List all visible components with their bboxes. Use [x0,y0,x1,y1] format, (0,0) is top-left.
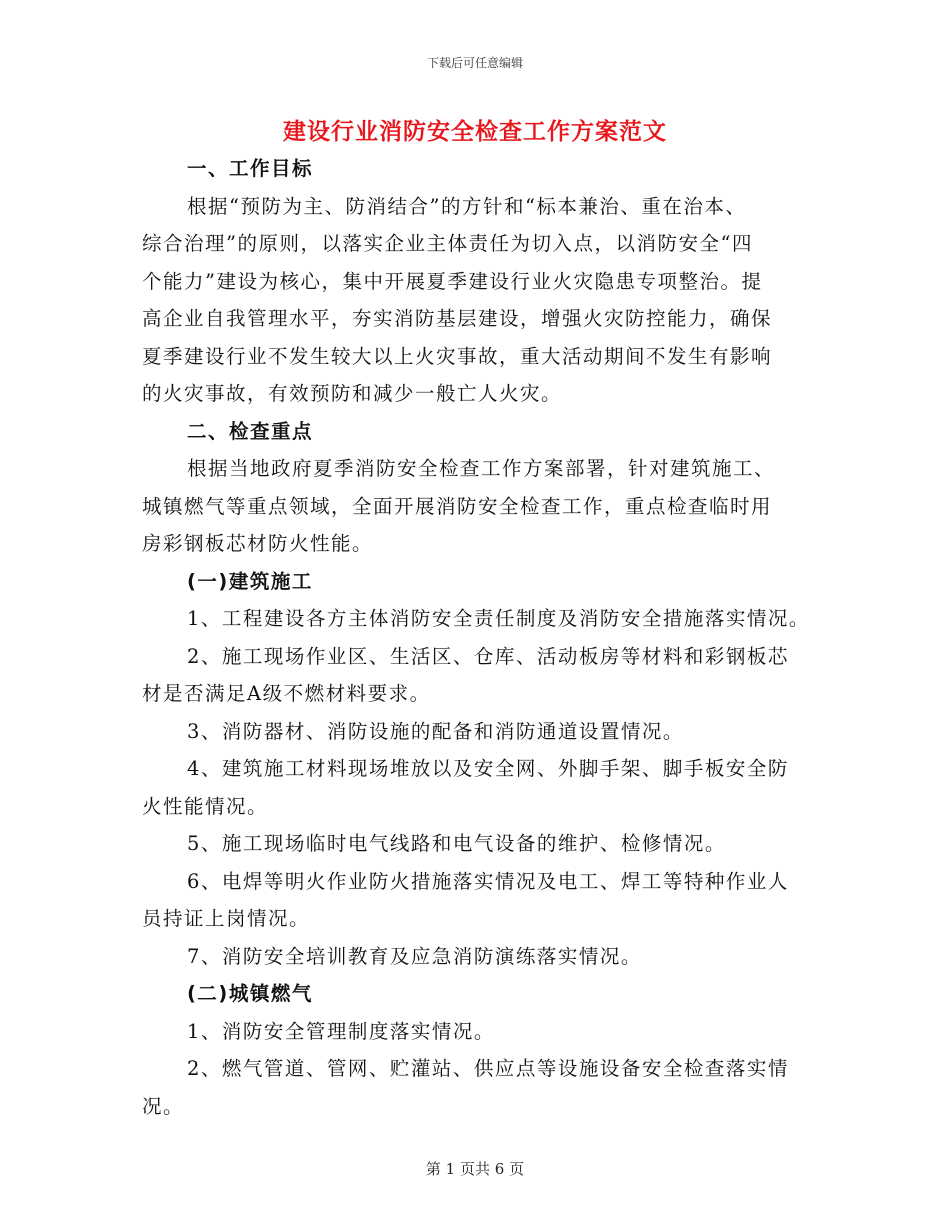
body-line: 一、工作目标 [187,157,314,180]
body-line: 高企业自我管理水平，夯实消防基层建设，增强火灾防控能力，确保 [142,307,773,330]
body-line: 城镇燃气等重点领域，全面开展消防安全检查工作，重点检查临时用 [142,494,773,518]
body-line: 材是否满足A级不燃材料要求。 [142,682,431,705]
body-line: (二)城镇燃气 [187,982,313,1005]
body-line: 综合治理”的原则，以落实企业主体责任为切入点，以消防安全“四 [142,232,753,255]
body-line: 二、检查重点 [187,419,314,443]
body-line: 的火灾事故，有效预防和减少一般亡人火灾。 [142,382,563,405]
document-title: 建设行业消防安全检查工作方案范文 [283,118,667,145]
body-line: (一)建筑施工 [187,569,313,593]
body-line: 3、消防器材、消防设施的配备和消防通道设置情况。 [187,719,684,743]
body-line: 2、燃气管道、管网、贮灌站、供应点等设施设备安全检查落实情 [187,1057,789,1080]
document-body [142,150,814,1125]
body-line: 1、工程建设各方主体消防安全责任制度及消防安全措施落实情况。 [187,607,810,630]
body-line: 况。 [142,1094,185,1118]
body-line: 根据当地政府夏季消防安全检查工作方案部署，针对建筑施工、 [187,457,776,480]
page-footer: 第 1 页共 6 页 [425,1160,525,1178]
body-line: 6、电焊等明火作业防火措施落实情况及电工、焊工等特种作业人 [187,869,789,893]
body-line: 员持证上岗情况。 [142,907,311,930]
body-line: 火性能情况。 [142,794,269,818]
header-note: 下载后可任意编辑 [426,56,523,70]
body-line: 个能力”建设为核心，集中开展夏季建设行业火灾隐患专项整治。提 [142,269,763,293]
body-line: 夏季建设行业不发生较大以上火灾事故，重大活动期间不发生有影响 [142,344,773,368]
body-line: 5、施工现场临时电气线路和电气设备的维护、检修情况。 [187,832,726,855]
body-line: 根据“预防为主、防消结合”的方针和“标本兼治、重在治本、 [187,194,747,218]
body-line: 1、消防安全管理制度落实情况。 [187,1019,495,1043]
body-line: 房彩钢板芯材防火性能。 [142,532,374,555]
body-line: 2、施工现场作业区、生活区、仓库、活动板房等材料和彩钢板芯 [187,644,789,668]
body-line: 7、消防安全培训教育及应急消防演练落实情况。 [187,944,642,968]
body-line: 4、建筑施工材料现场堆放以及安全网、外脚手架、脚手板安全防 [187,757,789,780]
